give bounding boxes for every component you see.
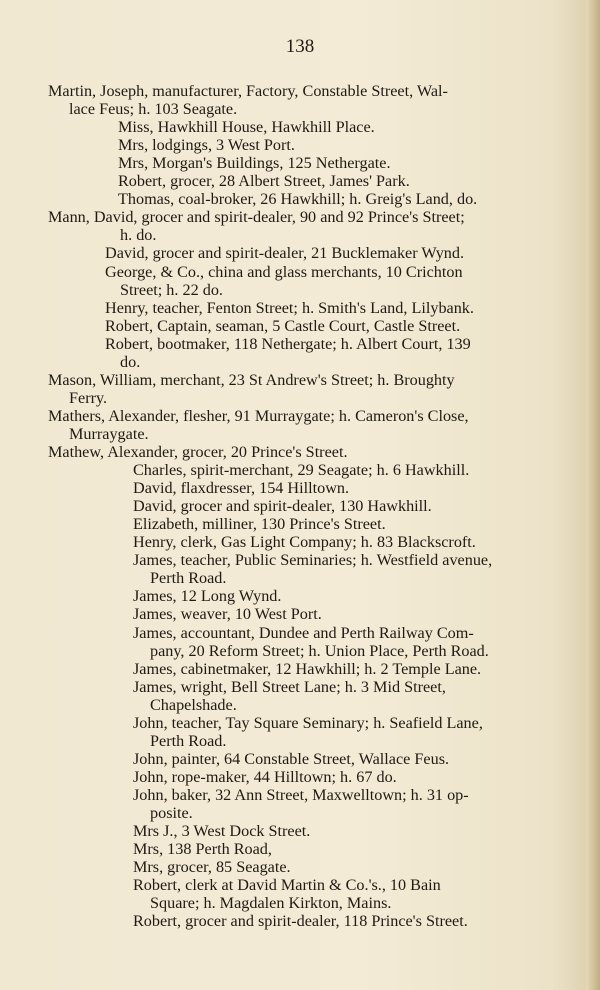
entry-line: Thomas, coal-broker, 26 Hawkhill; h. Greig's Land, do. xyxy=(118,190,478,209)
entry-line: Mathew, Alexander, grocer, 20 Prince's Street. xyxy=(48,443,348,461)
entry-line: Mrs J., 3 West Dock Street. xyxy=(133,822,311,841)
entry-line: David, grocer and spirit-dealer, 130 Hawkhill. xyxy=(133,497,432,516)
entry-line: Robert, clerk at David Martin & Co.'s., 10 Bain xyxy=(133,876,441,895)
entry-line: James, cabinetmaker, 12 Hawkhill; h. 2 Temple Lane. xyxy=(133,659,482,678)
page-edge xyxy=(586,0,600,990)
entry-line: James, 12 Long Wynd. xyxy=(133,587,282,606)
entry-line: Murraygate. xyxy=(69,424,149,443)
entry-line: Robert, grocer, 28 Albert Street, James' Park. xyxy=(118,172,410,191)
entry-line: lace Feus; h. 103 Seagate. xyxy=(69,100,238,119)
entry-line: h. do. xyxy=(120,226,157,245)
entry-line: Charles, spirit-merchant, 29 Seagate; h. 6 Hawkhill. xyxy=(133,461,470,480)
entry-line: James, accountant, Dundee and Perth Railway Com- xyxy=(133,623,474,642)
entry-line: Henry, clerk, Gas Light Company; h. 83 Blackscroft. xyxy=(133,533,476,552)
entry-line: George, & Co., china and glass merchants, 10 Crichton xyxy=(105,262,463,281)
entry-line: John, baker, 32 Ann Street, Maxwelltown; h. 31 op- xyxy=(133,785,469,804)
entry-line: Robert, Captain, seaman, 5 Castle Court, Castle Street. xyxy=(105,316,461,335)
entry-line: pany, 20 Reform Street; h. Union Place, Perth Road. xyxy=(150,641,489,660)
entry-line: Elizabeth, milliner, 130 Prince's Street. xyxy=(133,515,386,534)
entry-line: Mrs, 138 Perth Road, xyxy=(133,840,272,859)
entry-line: Martin, Joseph, manufacturer, Factory, Constable Street, Wal- xyxy=(48,82,448,100)
entry-line: Chapelshade. xyxy=(150,695,237,714)
entry-line: Square; h. Magdalen Kirkton, Mains. xyxy=(150,894,392,913)
entry-line: Henry, teacher, Fenton Street; h. Smith's Land, Lilybank. xyxy=(105,298,474,317)
entry-line: James, teacher, Public Seminaries; h. Westfield avenue, xyxy=(133,551,493,570)
entry-line: Mathers, Alexander, flesher, 91 Murraygate; h. Cameron's Close, xyxy=(48,406,469,425)
entry-line: John, rope-maker, 44 Hilltown; h. 67 do. xyxy=(133,767,397,786)
entry-line: James, weaver, 10 West Port. xyxy=(133,605,322,624)
entry-line: David, flaxdresser, 154 Hilltown. xyxy=(133,479,350,498)
entry-line: posite. xyxy=(150,804,193,822)
entry-line: John, teacher, Tay Square Seminary; h. Seafield Lane, xyxy=(133,713,483,732)
page-number: 138 xyxy=(285,36,315,57)
entry-line: John, painter, 64 Constable Street, Wallace Feus. xyxy=(133,749,450,768)
entry-line: James, wright, Bell Street Lane; h. 3 Mid Street, xyxy=(133,677,446,696)
entry-line: Perth Road. xyxy=(150,569,227,588)
entry-line: Perth Road. xyxy=(150,731,227,750)
entry-line: Mann, David, grocer and spirit-dealer, 90 and 92 Prince's Street; xyxy=(48,208,465,227)
entry-line: Mason, William, merchant, 23 St Andrew's Street; h. Broughty xyxy=(48,370,455,389)
entry-line: Mrs, lodgings, 3 West Port. xyxy=(118,136,295,155)
entry-line: Robert, bootmaker, 118 Nethergate; h. Albert Court, 139 xyxy=(105,334,471,353)
entry-line: Miss, Hawkhill House, Hawkhill Place. xyxy=(118,118,375,137)
entry-line: do. xyxy=(120,352,141,371)
entry-line: Street; h. 22 do. xyxy=(120,280,223,299)
entry-line: Mrs, grocer, 85 Seagate. xyxy=(133,858,291,877)
entry-line: David, grocer and spirit-dealer, 21 Bucklemaker Wynd. xyxy=(105,244,465,263)
entry-line: Mrs, Morgan's Buildings, 125 Nethergate. xyxy=(118,154,391,173)
entry-line: Robert, grocer and spirit-dealer, 118 Prince's Street. xyxy=(133,912,468,931)
entry-line: Ferry. xyxy=(69,388,108,407)
